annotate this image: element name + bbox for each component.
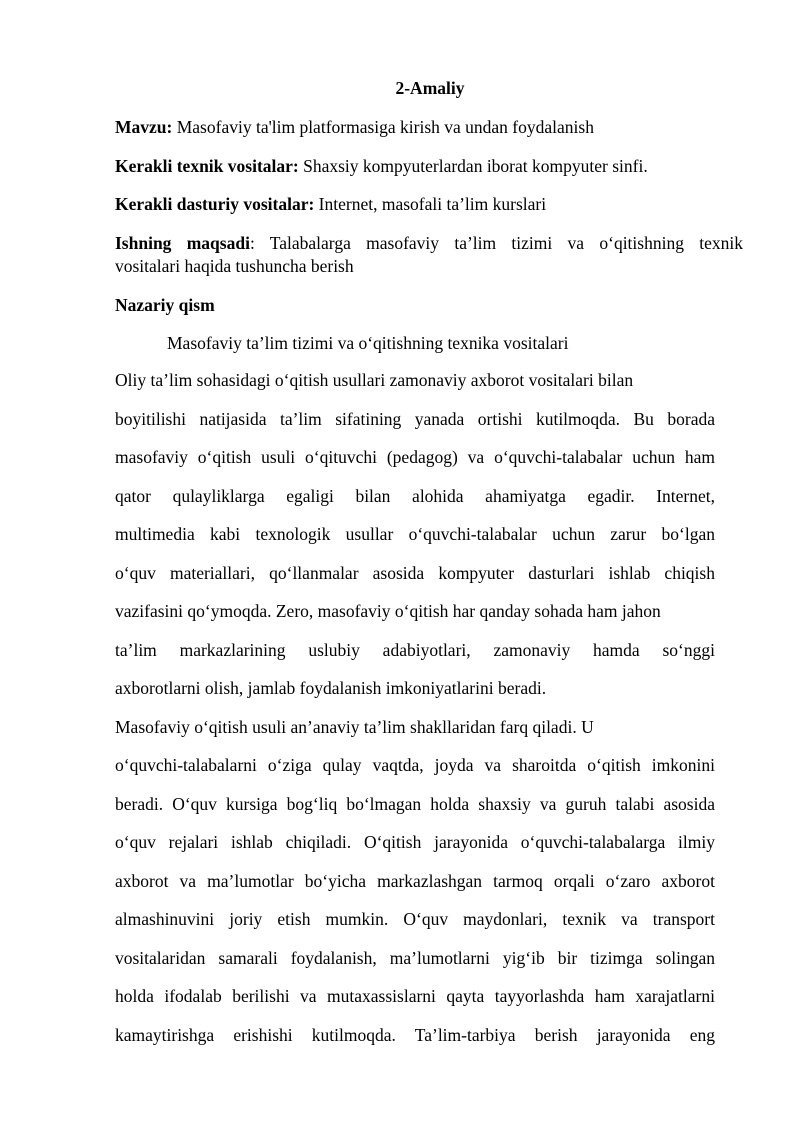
body-line: vositalaridan samarali foydalanish, ma’lumotlarni yig‘ib bir tizimga solingan — [115, 948, 715, 968]
body-line: vazifasini qo‘ymoqda. Zero, masofaviy o‘qitish har qanday sohada ham jahon — [115, 601, 661, 621]
hardware-line — [115, 156, 743, 177]
page-title: 2-Amaliy — [395, 78, 465, 98]
body-line: axborotlarni olish, jamlab foydalanish imkoniyatlarini beradi. — [115, 678, 547, 698]
body-line: o‘quv rejalari ishlab chiqiladi. O‘qitish jarayonida o‘quvchi-talabalarga ilmiy — [115, 832, 715, 852]
goal-line-1 — [115, 233, 743, 254]
goal-text-1: : Talabalarga masofaviy ta’lim tizimi va o‘qitishning texnik — [249, 233, 743, 253]
body-line: axborot va ma’lumotlar bo‘yicha markazlashgan tarmoq orqali o‘zaro axborot — [115, 871, 715, 891]
goal-line-2: vositalari haqida tushuncha berish — [115, 256, 354, 276]
hardware-value: Shaxsiy kompyuterlardan iborat kompyuter sinfi. — [298, 156, 648, 176]
topic-value: Masofaviy ta'lim platformasiga kirish va undan foydalanish — [172, 117, 594, 137]
body-line: ta’lim markazlarining uslubiy adabiyotlari, zamonaviy hamda so‘nggi — [115, 640, 715, 660]
goal-label: Ishning maqsadi — [115, 233, 250, 253]
body-line: multimedia kabi texnologik usullar o‘quvchi-talabalar uchun zarur bo‘lgan — [115, 524, 715, 544]
body-line: o‘quv materiallari, qo‘llanmalar asosida kompyuter dasturlari ishlab chiqish — [115, 563, 715, 583]
body-line: boyitilishi natijasida ta’lim sifatining yanada ortishi kutilmoqda. Bu borada — [115, 409, 715, 429]
software-label: Kerakli dasturiy vositalar: — [115, 194, 315, 214]
hardware-label: Kerakli texnik vositalar: — [115, 156, 299, 176]
section-subtitle: Masofaviy ta’lim tizimi va o‘qitishning texnika vositalari — [167, 333, 569, 353]
body-line: beradi. O‘quv kursiga bog‘liq bo‘lmagan holda shaxsiy va guruh talabi asosida — [115, 794, 715, 814]
theory-heading: Nazariy qism — [115, 295, 215, 315]
body-line: o‘quvchi-talabalarni o‘ziga qulay vaqtda, joyda va sharoitda o‘qitish imkonini — [115, 755, 715, 775]
body-line: masofaviy o‘qitish usuli o‘qituvchi (pedagog) va o‘quvchi-talabalar uchun ham — [115, 447, 715, 467]
body-line: Masofaviy o‘qitish usuli an’anaviy ta’lim shakllaridan farq qiladi. U — [115, 717, 594, 737]
body-line: qator qulayliklarga egaligi bilan alohida ahamiyatga egadir. Internet, — [115, 486, 715, 506]
body-line: kamaytirishga erishishi kutilmoqda. Ta’lim-tarbiya berish jarayonida eng — [115, 1025, 715, 1045]
topic-line — [115, 117, 743, 138]
body-line: holda ifodalab berilishi va mutaxassislarni qayta tayyorlashda ham xarajatlarni — [115, 986, 715, 1006]
body-line: almashinuvini joriy etish mumkin. O‘quv maydonlari, texnik va transport — [115, 909, 715, 929]
software-line — [115, 194, 743, 215]
body-line: Oliy ta’lim sohasidagi o‘qitish usullari zamonaviy axborot vositalari bilan — [115, 370, 634, 390]
software-value: Internet, masofali ta’lim kurslari — [314, 194, 547, 214]
topic-label: Mavzu: — [115, 117, 173, 137]
